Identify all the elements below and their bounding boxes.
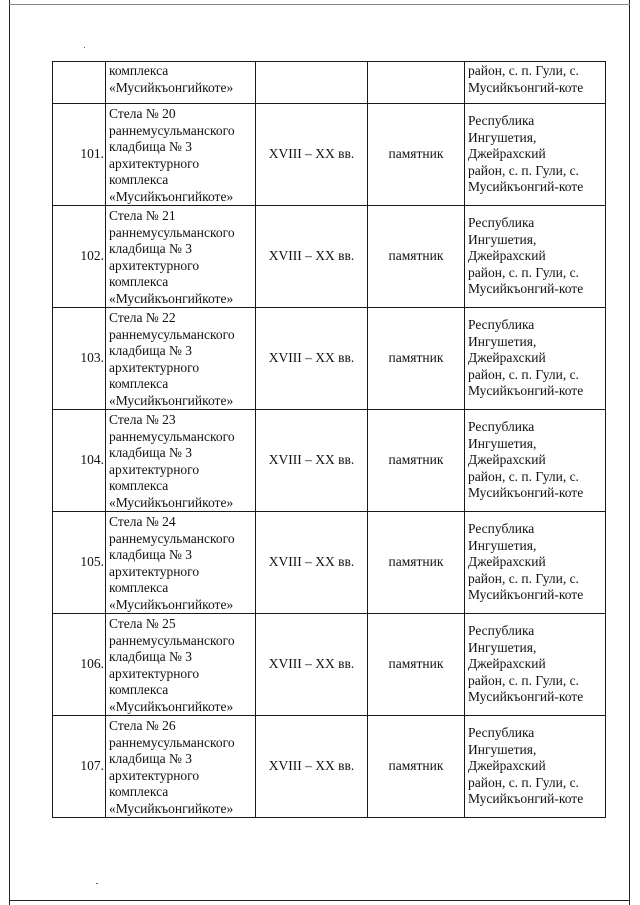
scan-border-left xyxy=(9,0,10,905)
object-name-line: раннемусульманского xyxy=(109,530,235,546)
location-line: Ингушетия, xyxy=(468,435,537,451)
table-row xyxy=(53,614,606,716)
location-line: Мусийкъонгий-коте xyxy=(468,383,584,399)
table-row xyxy=(53,512,606,614)
category-cell: памятник xyxy=(368,410,465,512)
row-number-cell: 107. xyxy=(53,716,106,818)
object-name-cell xyxy=(106,104,256,206)
category-cell: памятник xyxy=(368,206,465,308)
location-line: район, с. п. Гули, с. xyxy=(468,264,579,280)
location-line: Джейрахский xyxy=(468,452,546,468)
row-number-cell: 103. xyxy=(53,308,106,410)
location-line: Республика xyxy=(468,419,535,435)
scan-border-right xyxy=(629,0,630,905)
location-line: Республика xyxy=(468,317,535,333)
object-name-line: «Мусийкъонгийкоте» xyxy=(109,800,234,816)
location-cell xyxy=(465,410,606,512)
category-cell: памятник xyxy=(368,104,465,206)
location-cell xyxy=(465,614,606,716)
dating-cell: XVIII – XX вв. xyxy=(256,104,368,206)
object-name-line: «Мусийкъонгийкоте» xyxy=(109,698,234,714)
object-name-line: «Мусийкъонгийкоте» xyxy=(109,188,234,204)
object-name-line: комплекса xyxy=(109,478,169,493)
location-line: Мусийкъонгий-коте xyxy=(468,587,584,603)
dating-cell xyxy=(256,62,368,104)
location-line: Мусийкъонгий-коте xyxy=(468,689,584,705)
object-name-line: комплекса xyxy=(109,682,169,697)
location-line: Республика xyxy=(468,521,535,537)
object-name-line: раннемусульманского xyxy=(109,122,235,138)
object-name-line: архитектурного xyxy=(109,155,200,171)
location-line: Республика xyxy=(468,623,535,639)
dating-cell: XVIII – XX вв. xyxy=(256,206,368,308)
location-line: Мусийкъонгий-коте xyxy=(468,485,584,501)
category-cell: памятник xyxy=(368,614,465,716)
table-row-continuation xyxy=(53,62,606,104)
object-name-line: кладбища № 3 xyxy=(109,343,193,358)
object-name-line: раннемусульманского xyxy=(109,428,235,444)
dating-cell: XVIII – XX вв. xyxy=(256,308,368,410)
scan-speck xyxy=(96,883,98,884)
location-cell xyxy=(465,62,606,104)
object-name-line: «Мусийкъонгийкоте» xyxy=(109,290,234,306)
object-name-line: раннемусульманского xyxy=(109,734,235,750)
object-name-line: комплекса xyxy=(109,274,169,289)
location-line: район, с. п. Гули, с. xyxy=(468,63,579,78)
object-name-line: раннемусульманского xyxy=(109,632,235,648)
object-name-cell xyxy=(106,716,256,818)
location-line: район, с. п. Гули, с. xyxy=(468,672,579,688)
row-number-cell: 102. xyxy=(53,206,106,308)
object-name-line: кладбища № 3 xyxy=(109,241,193,256)
object-name-line: архитектурного xyxy=(109,461,200,477)
object-name-line: кладбища № 3 xyxy=(109,139,193,154)
location-line: район, с. п. Гули, с. xyxy=(468,366,579,382)
category-cell: памятник xyxy=(368,512,465,614)
category-cell xyxy=(368,62,465,104)
object-name-line: кладбища № 3 xyxy=(109,751,193,766)
location-cell xyxy=(465,308,606,410)
object-name-cell xyxy=(106,512,256,614)
object-name-cell xyxy=(106,308,256,410)
object-name-line: «Мусийкъонгийкоте» xyxy=(109,494,234,510)
location-line: Ингушетия, xyxy=(468,639,537,655)
object-name-line: «Мусийкъонгийкоте» xyxy=(109,392,234,408)
object-name-line: комплекса xyxy=(109,63,169,78)
monuments-registry-table xyxy=(52,61,606,818)
location-line: Ингушетия, xyxy=(468,537,537,553)
dating-cell: XVIII – XX вв. xyxy=(256,512,368,614)
table-row xyxy=(53,206,606,308)
location-line: Джейрахский xyxy=(468,248,546,264)
table-row xyxy=(53,104,606,206)
location-line: Джейрахский xyxy=(468,554,546,570)
object-name-line: Стела № 26 xyxy=(109,718,176,733)
dating-cell: XVIII – XX вв. xyxy=(256,716,368,818)
location-line: район, с. п. Гули, с. xyxy=(468,570,579,586)
location-cell xyxy=(465,512,606,614)
location-line: Джейрахский xyxy=(468,146,546,162)
location-line: Мусийкъонгий-коте xyxy=(468,179,584,195)
location-line: район, с. п. Гули, с. xyxy=(468,774,579,790)
category-cell: памятник xyxy=(368,716,465,818)
location-cell xyxy=(465,206,606,308)
scan-speck xyxy=(84,47,85,48)
object-name-line: «Мусийкъонгийкоте» xyxy=(109,596,234,612)
object-name-line: Стела № 21 xyxy=(109,208,176,223)
object-name-cell xyxy=(106,410,256,512)
location-line: Ингушетия, xyxy=(468,333,537,349)
object-name-line: кладбища № 3 xyxy=(109,547,193,562)
location-line: Республика xyxy=(468,113,535,129)
object-name-line: архитектурного xyxy=(109,563,200,579)
object-name-cell xyxy=(106,62,256,104)
dating-cell: XVIII – XX вв. xyxy=(256,614,368,716)
table-row xyxy=(53,716,606,818)
location-line: район, с. п. Гули, с. xyxy=(468,468,579,484)
object-name-line: Стела № 25 xyxy=(109,616,176,631)
row-number-cell: 101. xyxy=(53,104,106,206)
object-name-cell xyxy=(106,206,256,308)
scan-border-top xyxy=(9,4,630,5)
location-line: Мусийкъонгий-коте xyxy=(468,79,584,95)
location-line: Республика xyxy=(468,215,535,231)
object-name-line: комплекса xyxy=(109,376,169,391)
location-line: Джейрахский xyxy=(468,350,546,366)
object-name-line: архитектурного xyxy=(109,665,200,681)
object-name-line: Стела № 20 xyxy=(109,106,176,121)
object-name-line: архитектурного xyxy=(109,767,200,783)
table-row xyxy=(53,308,606,410)
location-line: Ингушетия, xyxy=(468,231,537,247)
object-name-cell xyxy=(106,614,256,716)
object-name-line: раннемусульманского xyxy=(109,326,235,342)
location-line: район, с. п. Гули, с. xyxy=(468,162,579,178)
location-cell xyxy=(465,104,606,206)
row-number-cell: 105. xyxy=(53,512,106,614)
object-name-line: кладбища № 3 xyxy=(109,649,193,664)
row-number-cell: 106. xyxy=(53,614,106,716)
category-cell: памятник xyxy=(368,308,465,410)
object-name-line: комплекса xyxy=(109,580,169,595)
location-line: Республика xyxy=(468,725,535,741)
object-name-line: раннемусульманского xyxy=(109,224,235,240)
object-name-line: комплекса xyxy=(109,172,169,187)
location-line: Ингушетия, xyxy=(468,129,537,145)
table-row xyxy=(53,410,606,512)
location-line: Мусийкъонгий-коте xyxy=(468,791,584,807)
object-name-line: комплекса xyxy=(109,784,169,799)
object-name-line: Стела № 23 xyxy=(109,412,176,427)
object-name-line: кладбища № 3 xyxy=(109,445,193,460)
location-line: Джейрахский xyxy=(468,656,546,672)
location-line: Мусийкъонгий-коте xyxy=(468,281,584,297)
object-name-line: Стела № 24 xyxy=(109,514,176,529)
object-name-line: архитектурного xyxy=(109,257,200,273)
row-number-cell: 104. xyxy=(53,410,106,512)
object-name-line: «Мусийкъонгийкоте» xyxy=(109,79,234,95)
location-line: Ингушетия, xyxy=(468,741,537,757)
scan-border-bottom xyxy=(9,900,630,901)
location-cell xyxy=(465,716,606,818)
location-line: Джейрахский xyxy=(468,758,546,774)
object-name-line: Стела № 22 xyxy=(109,310,176,325)
row-number-cell xyxy=(53,62,106,104)
dating-cell: XVIII – XX вв. xyxy=(256,410,368,512)
object-name-line: архитектурного xyxy=(109,359,200,375)
